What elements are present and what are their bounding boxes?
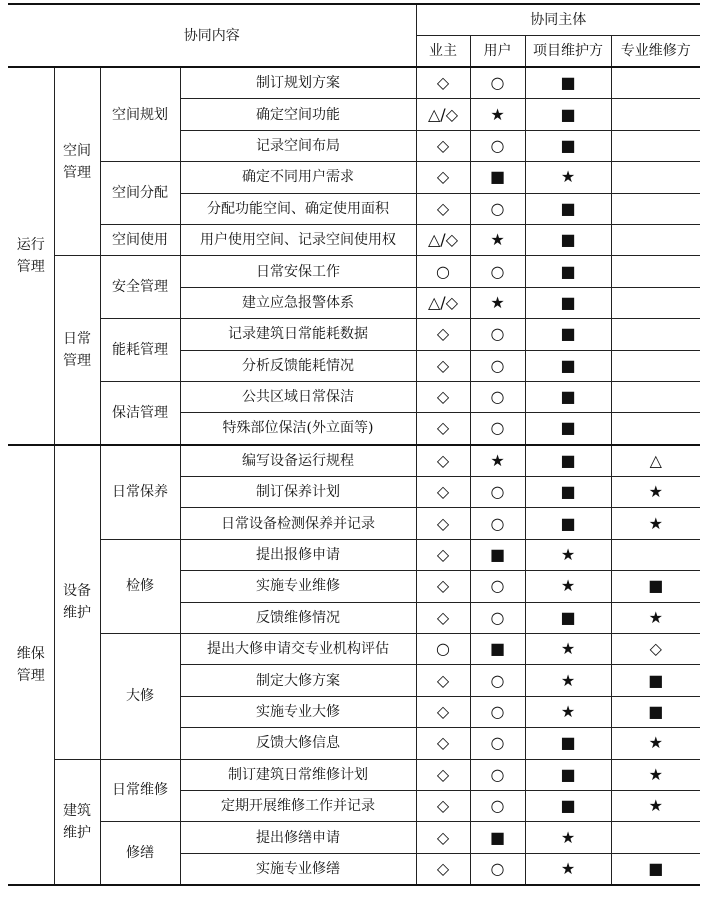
task-cell: 制订建筑日常维修计划 xyxy=(180,759,416,790)
owner-symbol-cell: △/◇ xyxy=(416,287,470,318)
level3-category: 空间使用 xyxy=(100,224,180,255)
professional-repairer-symbol-cell xyxy=(611,287,700,318)
owner-symbol-cell: ◇ xyxy=(416,350,470,381)
level1-category xyxy=(8,67,54,445)
owner-symbol-cell: ○ xyxy=(416,634,470,665)
project-maintainer-symbol-cell: ■ xyxy=(525,508,611,539)
user-symbol-cell: ○ xyxy=(470,130,525,161)
professional-repairer-symbol-cell xyxy=(611,539,700,570)
professional-repairer-symbol-cell: ★ xyxy=(611,728,700,759)
project-maintainer-symbol-cell: ■ xyxy=(525,256,611,287)
task-cell: 记录建筑日常能耗数据 xyxy=(180,319,416,350)
professional-repairer-symbol-cell xyxy=(611,193,700,224)
task-cell: 分析反馈能耗情况 xyxy=(180,350,416,381)
collaboration-table-container xyxy=(8,3,700,886)
level1-category-label: 运行管理 xyxy=(16,236,45,275)
professional-repairer-symbol-cell: △ xyxy=(611,445,700,477)
content-header: 协同内容 xyxy=(8,4,416,67)
owner-symbol-cell: ◇ xyxy=(416,445,470,477)
owner-symbol-cell: ◇ xyxy=(416,822,470,853)
professional-repairer-symbol-cell xyxy=(611,256,700,287)
owner-symbol-cell: ◇ xyxy=(416,319,470,350)
project-maintainer-symbol-cell: ★ xyxy=(525,822,611,853)
owner-symbol-cell: ◇ xyxy=(416,853,470,885)
task-cell: 实施专业大修 xyxy=(180,696,416,727)
owner-symbol-cell: ◇ xyxy=(416,381,470,412)
user-symbol-cell: ○ xyxy=(470,413,525,445)
user-symbol-cell: ○ xyxy=(470,790,525,821)
task-cell: 制订规划方案 xyxy=(180,67,416,99)
level3-category: 日常维修 xyxy=(100,759,180,822)
user-symbol-cell: ○ xyxy=(470,571,525,602)
table-row xyxy=(8,759,700,790)
user-symbol-cell: ■ xyxy=(470,539,525,570)
level2-category xyxy=(54,67,100,256)
task-cell: 记录空间布局 xyxy=(180,130,416,161)
user-symbol-cell: ○ xyxy=(470,477,525,508)
task-cell: 反馈大修信息 xyxy=(180,728,416,759)
user-symbol-cell: ★ xyxy=(470,287,525,318)
task-cell: 确定不同用户需求 xyxy=(180,162,416,193)
task-cell: 公共区域日常保洁 xyxy=(180,381,416,412)
level3-category: 保洁管理 xyxy=(100,381,180,444)
project-maintainer-symbol-cell: ■ xyxy=(525,477,611,508)
level1-category xyxy=(8,445,54,885)
owner-symbol-cell: ◇ xyxy=(416,130,470,161)
user-symbol-cell: ○ xyxy=(470,381,525,412)
project-maintainer-symbol-cell: ■ xyxy=(525,790,611,821)
professional-repairer-symbol-cell: ★ xyxy=(611,477,700,508)
level2-category xyxy=(54,256,100,445)
professional-repairer-symbol-cell: ■ xyxy=(611,696,700,727)
owner-symbol-cell: ◇ xyxy=(416,759,470,790)
owner-symbol-cell: ◇ xyxy=(416,571,470,602)
professional-repairer-symbol-cell xyxy=(611,67,700,99)
project-maintainer-symbol-cell: ■ xyxy=(525,445,611,477)
column-header-owner: 业主 xyxy=(416,36,470,68)
task-cell: 实施专业修缮 xyxy=(180,853,416,885)
column-header-user: 用户 xyxy=(470,36,525,68)
level3-category: 空间规划 xyxy=(100,67,180,162)
task-cell: 确定空间功能 xyxy=(180,99,416,130)
project-maintainer-symbol-cell: ■ xyxy=(525,319,611,350)
project-maintainer-symbol-cell: ■ xyxy=(525,130,611,161)
project-maintainer-symbol-cell: ■ xyxy=(525,193,611,224)
professional-repairer-symbol-cell: ■ xyxy=(611,571,700,602)
professional-repairer-symbol-cell xyxy=(611,224,700,255)
table-row xyxy=(8,319,700,350)
task-cell: 分配功能空间、确定使用面积 xyxy=(180,193,416,224)
owner-symbol-cell: ◇ xyxy=(416,508,470,539)
project-maintainer-symbol-cell: ■ xyxy=(525,350,611,381)
owner-symbol-cell: △/◇ xyxy=(416,224,470,255)
professional-repairer-symbol-cell: ■ xyxy=(611,665,700,696)
user-symbol-cell: ○ xyxy=(470,350,525,381)
column-header-project-maintainer: 项目维护方 xyxy=(525,36,611,68)
task-cell: 日常设备检测保养并记录 xyxy=(180,508,416,539)
user-symbol-cell: ★ xyxy=(470,224,525,255)
user-symbol-cell: ■ xyxy=(470,822,525,853)
task-cell: 制订保养计划 xyxy=(180,477,416,508)
project-maintainer-symbol-cell: ★ xyxy=(525,696,611,727)
table-row xyxy=(8,539,700,570)
professional-repairer-symbol-cell xyxy=(611,319,700,350)
owner-symbol-cell: ◇ xyxy=(416,477,470,508)
owner-symbol-cell: ◇ xyxy=(416,413,470,445)
task-cell: 编写设备运行规程 xyxy=(180,445,416,477)
level2-category-label: 空间管理 xyxy=(63,142,91,181)
task-cell: 定期开展维修工作并记录 xyxy=(180,790,416,821)
project-maintainer-symbol-cell: ■ xyxy=(525,381,611,412)
project-maintainer-symbol-cell: ★ xyxy=(525,571,611,602)
project-maintainer-symbol-cell: ■ xyxy=(525,287,611,318)
professional-repairer-symbol-cell xyxy=(611,381,700,412)
project-maintainer-symbol-cell: ■ xyxy=(525,728,611,759)
task-cell: 提出修缮申请 xyxy=(180,822,416,853)
professional-repairer-symbol-cell xyxy=(611,130,700,161)
level3-category: 安全管理 xyxy=(100,256,180,319)
task-cell: 特殊部位保洁(外立面等) xyxy=(180,413,416,445)
task-cell: 提出报修申请 xyxy=(180,539,416,570)
professional-repairer-symbol-cell: ★ xyxy=(611,759,700,790)
task-cell: 建立应急报警体系 xyxy=(180,287,416,318)
level3-category: 日常保养 xyxy=(100,445,180,540)
professional-repairer-symbol-cell: ★ xyxy=(611,508,700,539)
user-symbol-cell: ○ xyxy=(470,508,525,539)
owner-symbol-cell: ○ xyxy=(416,256,470,287)
level2-category-label: 设备维护 xyxy=(63,583,91,622)
project-maintainer-symbol-cell: ■ xyxy=(525,99,611,130)
task-cell: 用户使用空间、记录空间使用权 xyxy=(180,224,416,255)
owner-symbol-cell: ◇ xyxy=(416,162,470,193)
user-symbol-cell: ○ xyxy=(470,319,525,350)
user-symbol-cell: ○ xyxy=(470,67,525,99)
user-symbol-cell: ★ xyxy=(470,99,525,130)
user-symbol-cell: ○ xyxy=(470,256,525,287)
owner-symbol-cell: ◇ xyxy=(416,790,470,821)
table-header xyxy=(8,4,700,67)
user-symbol-cell: ○ xyxy=(470,759,525,790)
project-maintainer-symbol-cell: ★ xyxy=(525,634,611,665)
professional-repairer-symbol-cell: ◇ xyxy=(611,634,700,665)
task-cell: 制定大修方案 xyxy=(180,665,416,696)
project-maintainer-symbol-cell: ★ xyxy=(525,162,611,193)
professional-repairer-symbol-cell xyxy=(611,350,700,381)
table-row xyxy=(8,445,700,477)
professional-repairer-symbol-cell: ★ xyxy=(611,602,700,633)
user-symbol-cell: ○ xyxy=(470,665,525,696)
column-header-professional-repairer: 专业维修方 xyxy=(611,36,700,68)
table-row xyxy=(8,634,700,665)
owner-symbol-cell: ◇ xyxy=(416,728,470,759)
table-row xyxy=(8,381,700,412)
table-row xyxy=(8,162,700,193)
table-row xyxy=(8,256,700,287)
level2-category xyxy=(54,445,100,759)
user-symbol-cell: ★ xyxy=(470,445,525,477)
level3-category: 修缮 xyxy=(100,822,180,885)
user-symbol-cell: ○ xyxy=(470,602,525,633)
user-symbol-cell: ■ xyxy=(470,634,525,665)
task-cell: 实施专业维修 xyxy=(180,571,416,602)
level2-category xyxy=(54,759,100,885)
level2-category-label: 建筑维护 xyxy=(63,802,91,841)
task-cell: 反馈维修情况 xyxy=(180,602,416,633)
professional-repairer-symbol-cell xyxy=(611,413,700,445)
level2-category-label: 日常管理 xyxy=(63,331,91,370)
user-symbol-cell: ○ xyxy=(470,696,525,727)
project-maintainer-symbol-cell: ■ xyxy=(525,413,611,445)
project-maintainer-symbol-cell: ★ xyxy=(525,665,611,696)
level3-category: 检修 xyxy=(100,539,180,633)
level3-category: 能耗管理 xyxy=(100,319,180,382)
professional-repairer-symbol-cell: ★ xyxy=(611,790,700,821)
table-body xyxy=(8,67,700,885)
project-maintainer-symbol-cell: ■ xyxy=(525,224,611,255)
owner-symbol-cell: ◇ xyxy=(416,193,470,224)
professional-repairer-symbol-cell: ■ xyxy=(611,853,700,885)
owner-symbol-cell: ◇ xyxy=(416,696,470,727)
collaboration-matrix-table xyxy=(8,3,700,886)
subject-header: 协同主体 xyxy=(416,4,700,36)
task-cell: 日常安保工作 xyxy=(180,256,416,287)
professional-repairer-symbol-cell xyxy=(611,99,700,130)
owner-symbol-cell: ◇ xyxy=(416,539,470,570)
table-row xyxy=(8,822,700,853)
owner-symbol-cell: ◇ xyxy=(416,665,470,696)
table-row xyxy=(8,67,700,99)
level3-category: 大修 xyxy=(100,634,180,760)
level1-category-label: 维保管理 xyxy=(16,645,45,684)
task-cell: 提出大修申请交专业机构评估 xyxy=(180,634,416,665)
user-symbol-cell: ■ xyxy=(470,162,525,193)
user-symbol-cell: ○ xyxy=(470,728,525,759)
owner-symbol-cell: △/◇ xyxy=(416,99,470,130)
user-symbol-cell: ○ xyxy=(470,853,525,885)
project-maintainer-symbol-cell: ★ xyxy=(525,853,611,885)
professional-repairer-symbol-cell xyxy=(611,162,700,193)
project-maintainer-symbol-cell: ■ xyxy=(525,67,611,99)
user-symbol-cell: ○ xyxy=(470,193,525,224)
professional-repairer-symbol-cell xyxy=(611,822,700,853)
table-row xyxy=(8,224,700,255)
project-maintainer-symbol-cell: ■ xyxy=(525,602,611,633)
owner-symbol-cell: ◇ xyxy=(416,602,470,633)
owner-symbol-cell: ◇ xyxy=(416,67,470,99)
project-maintainer-symbol-cell: ■ xyxy=(525,759,611,790)
level3-category: 空间分配 xyxy=(100,162,180,225)
project-maintainer-symbol-cell: ★ xyxy=(525,539,611,570)
